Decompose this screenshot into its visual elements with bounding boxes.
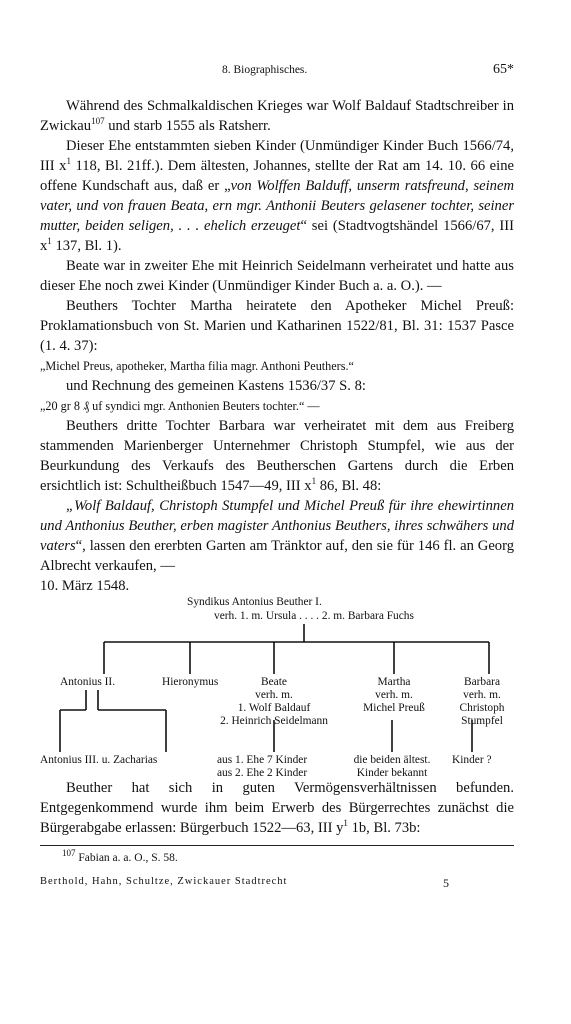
child-spouse: Michel Preuß bbox=[363, 702, 425, 714]
paragraph-7 bbox=[40, 496, 514, 576]
text-span: 86, Bl. 48: bbox=[316, 478, 382, 494]
paragraph-8 bbox=[40, 778, 514, 838]
tree-grandchildren-beate bbox=[217, 754, 307, 780]
main-text bbox=[40, 96, 514, 596]
paragraph-4: Beuthers Tochter Martha heiratete den Apotheker Michel Preuß: Proklamationsbuch von St. Marien und Katharinen 1522/81, Bl. 31: 1537 Pasce (1. 4. 37): bbox=[40, 298, 514, 354]
grandchildren-line: aus 2. Ehe 2 Kinder bbox=[217, 767, 308, 779]
footnote-number: 107 bbox=[62, 848, 76, 859]
text-span: Dieser Ehe entstammten sieben Kinder (Unmündiger Kinder Buch 1566/74, III x bbox=[40, 138, 514, 174]
date-line: 10. März 1548. bbox=[40, 578, 130, 594]
footnote-text: Fabian a. a. O., S. 58. bbox=[75, 852, 178, 864]
chapter-title: 8. Biographisches. bbox=[222, 64, 308, 76]
paragraph-1 bbox=[40, 96, 514, 136]
tree-child-antonius: Antonius II. bbox=[60, 676, 116, 688]
footnote-divider bbox=[40, 845, 514, 846]
superscript: 1 bbox=[343, 818, 348, 829]
paragraph-2 bbox=[40, 136, 514, 256]
superscript: 1 bbox=[47, 236, 52, 247]
text-span: “, lassen den ererbten Garten am Tränktor auf, den sie für 146 fl. an Georg Albrecht verkaufen, — bbox=[40, 538, 514, 574]
child-married: verh. m. bbox=[375, 689, 413, 701]
tree-grandchildren-barbara: Kinder ? bbox=[452, 754, 492, 766]
text-span: Beuther hat sich in guten Vermögensverhältnissen befunden. Entgegenkommend wurde ihm beim Erwerb des Bürgerrechtes zunächst die Bürgerabgabe erlassen: Bürgerbuch 1522—63, III y bbox=[40, 780, 514, 836]
tree-child-martha bbox=[352, 676, 436, 715]
signature-number: 5 bbox=[443, 876, 450, 890]
grandchildren-line: Kinder bekannt bbox=[356, 767, 428, 779]
paragraph-3: Beate war in zweiter Ehe mit Heinrich Seidelmann verheiratet und hatte aus dieser Ehe noch zwei Kinder (Unmündiger Kinder Buch a. a. O.). — bbox=[40, 258, 514, 294]
text-span: 137, Bl. 1). bbox=[51, 238, 122, 254]
child-spouse: Christoph bbox=[459, 702, 505, 714]
text-span: 118, Bl. 21ff.). Dem ältesten, Johannes, stellte der Rat am 14. 10. 66 eine offene Kundschaft aus, daß er „ bbox=[40, 158, 514, 194]
child-spouse: 2. Heinrich Seidelmann bbox=[220, 715, 328, 727]
text-span: 1b, Bl. 73b: bbox=[347, 820, 421, 836]
tree-root-marriages: verh. 1. m. Ursula . . . . 2. m. Barbara Fuchs bbox=[214, 610, 414, 622]
italic-quote: „Wolf Baldauf, Christoph Stumpfel und Michel Preuß für ihre ehewirtinnen und Anthonius Beuther, erben magister Anthonius Beuthers, ihres schwähers und vaters bbox=[40, 498, 514, 554]
tree-child-beate bbox=[204, 676, 344, 728]
footnote bbox=[62, 848, 178, 864]
text-span: und starb 1555 als Ratsherr. bbox=[104, 118, 271, 134]
superscript: 1 bbox=[66, 156, 71, 167]
child-spouse: Stumpfel bbox=[461, 715, 503, 727]
child-name: Martha bbox=[377, 676, 411, 688]
text-span: Beuthers dritte Tochter Barbara war verheiratet mit dem aus Freiberg stammenden Marienberger Unternehmer Christoph Stumpfel, wie aus der Beurkundung des Verkaufs des Beutherschen Gartens durch die Erben ersichtlich ist: Schultheißbuch 1547—49, III x bbox=[40, 418, 514, 494]
paragraph-5: und Rechnung des gemeinen Kastens 1536/37 S. 8: bbox=[66, 378, 366, 394]
quote-2: „20 gr 8 ₰ uf syndici mgr. Anthonien Beuters tochter.“ — bbox=[40, 399, 320, 413]
tree-grandchildren-martha bbox=[340, 754, 444, 780]
grandchildren-line: aus 1. Ehe 7 Kinder bbox=[217, 754, 308, 766]
tree-root: Syndikus Antonius Beuther I. bbox=[187, 596, 322, 608]
paragraph-6 bbox=[40, 416, 514, 496]
child-spouse: 1. Wolf Baldauf bbox=[237, 702, 311, 714]
footnote-ref: 107 bbox=[91, 116, 105, 127]
grandchildren-line: die beiden ältest. bbox=[353, 754, 431, 766]
page-footer bbox=[40, 876, 514, 890]
tree-grandchildren-antonius: Antonius III. u. Zacharias bbox=[40, 754, 158, 766]
closing-paragraph bbox=[40, 778, 514, 838]
text-span: “ sei (Stadtvogtshändel 1566/67, III x bbox=[40, 218, 514, 254]
quote-1: „Michel Preus, apotheker, Martha filia magr. Anthoni Peuthers.“ bbox=[40, 359, 354, 373]
child-name: Beate bbox=[261, 676, 287, 688]
tree-child-hieronymus: Hieronymus bbox=[162, 676, 219, 688]
child-married: verh. m. bbox=[255, 689, 293, 701]
child-married: verh. m. bbox=[463, 689, 501, 701]
child-name: Barbara bbox=[463, 676, 501, 688]
signature-line: Berthold, Hahn, Schultze, Zwickauer Stadtrecht bbox=[40, 876, 288, 887]
superscript: 1 bbox=[311, 476, 317, 487]
page-header bbox=[40, 64, 514, 82]
page-number: 65* bbox=[493, 62, 514, 77]
family-tree bbox=[0, 592, 571, 778]
italic-quote: von Wolffen Balduff, unserm ratsfreund, seinem vater, und von frauen Beata, ern mgr. Anthonii Beuters gelasener tochter, seiner mutter, beiden seligen, . . . ehelich erzeuget bbox=[40, 178, 514, 234]
tree-child-barbara bbox=[442, 676, 522, 728]
text-span: Während des Schmalkaldischen Krieges war Wolf Baldauf Stadtschreiber in Zwickau bbox=[40, 98, 514, 134]
